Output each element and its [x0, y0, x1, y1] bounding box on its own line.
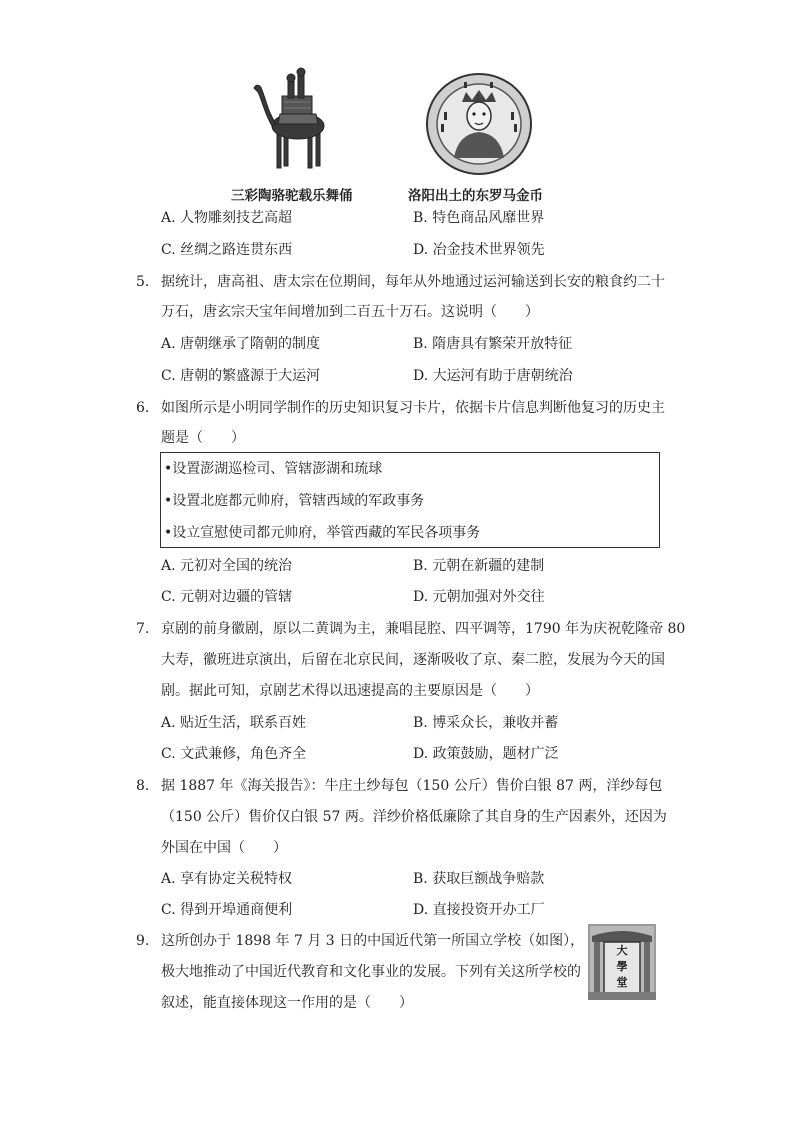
q7-number: 7.	[136, 621, 150, 637]
q4-option-b[interactable]: B. 特色商品风靡世界	[413, 210, 545, 226]
q5-option-c[interactable]: C. 唐朝的繁盛源于大运河	[161, 368, 321, 384]
q5-option-a[interactable]: A. 唐朝继承了隋朝的制度	[161, 336, 321, 352]
q4-option-a[interactable]: A. 人物雕刻技艺高超	[161, 210, 293, 226]
q8-stem-line: （150 公斤）售价仅白银 57 两。洋纱价格低廉除了其自身的生产因素外，还因为	[161, 809, 667, 825]
q8-option-d[interactable]: D. 直接投资开办工厂	[413, 902, 545, 918]
camel-figurine-image	[252, 66, 334, 172]
q7-stem-line: 大寿，徽班进京演出，后留在北京民间，逐渐吸收了京、秦二腔，发展为今天的国	[161, 652, 665, 668]
q7-option-d[interactable]: D. 政策鼓励，题材广泛	[413, 746, 559, 762]
q8-option-b[interactable]: B. 获取巨额战争赔款	[413, 871, 545, 887]
q7-option-a[interactable]: A. 贴近生活，联系百姓	[161, 715, 307, 731]
review-card	[160, 452, 660, 548]
q6-option-d[interactable]: D. 元朝加强对外交往	[413, 589, 545, 605]
q5-option-d[interactable]: D. 大运河有助于唐朝统治	[413, 368, 573, 384]
q6-option-a[interactable]: A. 元初对全国的统治	[161, 558, 293, 574]
q8-stem-line: 据 1887 年《海关报告》：牛庄土纱每包（150 公斤）售价白银 87 两，洋纱每包	[161, 778, 663, 794]
review-card-item: •设置北庭都元帅府，管辖西域的军政事务	[164, 493, 425, 509]
q9-stem-line: 这所创办于 1898 年 7 月 3 日的中国近代第一所国立学校（如图），	[161, 933, 585, 949]
q7-stem-line: 剧。据此可知，京剧艺术得以迅速提高的主要原因是（ ）	[161, 683, 539, 699]
q5-option-b[interactable]: B. 隋唐具有繁荣开放特征	[413, 336, 573, 352]
q5-stem-line: 万石，唐玄宗天宝年间增加到二百五十万石。这说明（ ）	[161, 304, 539, 320]
school-plaque-image	[588, 924, 656, 1000]
q6-option-c[interactable]: C. 元朝对边疆的管辖	[161, 589, 293, 605]
q5-stem-line: 据统计，唐高祖、唐太宗在位期间，每年从外地通过运河输送到长安的粮食约二十	[161, 274, 665, 290]
q7-option-b[interactable]: B. 博采众长，兼收并蓄	[413, 715, 559, 731]
q6-stem-line: 题是（ ）	[161, 430, 245, 446]
q9-stem-line: 叙述，能直接体现这一作用的是（ ）	[161, 995, 413, 1011]
q8-option-c[interactable]: C. 得到开埠通商便利	[161, 902, 293, 918]
q9-stem-line: 极大地推动了中国近代教育和文化事业的发展。下列有关这所学校的	[161, 964, 581, 980]
q8-option-a[interactable]: A. 享有协定关税特权	[161, 871, 293, 887]
q6-option-b[interactable]: B. 元朝在新疆的建制	[413, 558, 545, 574]
q4-option-c[interactable]: C. 丝绸之路连贯东西	[161, 242, 293, 258]
camel-caption: 三彩陶骆驼载乐舞俑	[231, 188, 353, 204]
q8-number: 8.	[136, 778, 150, 794]
q5-number: 5.	[136, 274, 150, 290]
byzantine-coin-image	[424, 72, 534, 176]
q8-stem-line: 外国在中国（ ）	[161, 840, 287, 856]
coin-caption: 洛阳出土的东罗马金币	[408, 188, 543, 204]
q9-number: 9.	[136, 933, 150, 949]
svg-text:大: 大	[616, 944, 628, 957]
q4-option-d[interactable]: D. 冶金技术世界领先	[413, 242, 545, 258]
review-card-item: •设置澎湖巡检司、管辖澎湖和琉球	[164, 461, 383, 477]
svg-text:學: 學	[616, 960, 628, 973]
q6-stem-line: 如图所示是小明同学制作的历史知识复习卡片，依据卡片信息判断他复习的历史主	[161, 400, 665, 416]
q7-option-c[interactable]: C. 文武兼修，角色齐全	[161, 746, 307, 762]
q6-number: 6.	[136, 400, 150, 416]
svg-text:堂: 堂	[616, 976, 628, 989]
review-card-item: •设立宣慰使司都元帅府，举管西藏的军民各项事务	[164, 525, 481, 541]
q7-stem-line: 京剧的前身徽剧，原以二黄调为主，兼唱昆腔、四平调等，1790 年为庆祝乾隆帝 80	[161, 621, 686, 637]
